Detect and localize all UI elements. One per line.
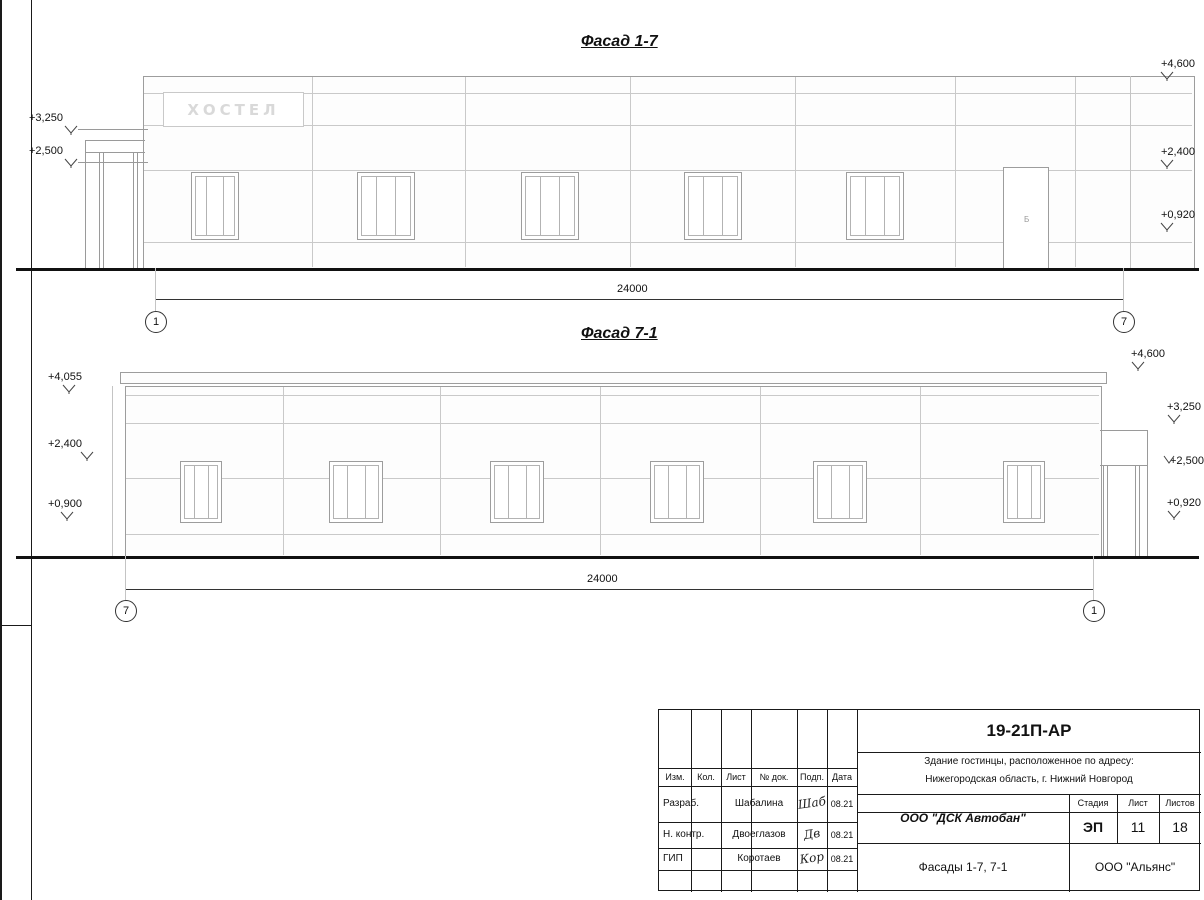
- stamp-row-name: Двоеглазов: [732, 829, 786, 841]
- stamp-row-date: 08.21: [830, 853, 854, 864]
- elevation-reference-line: [112, 386, 113, 556]
- list-value: 11: [1130, 819, 1146, 836]
- stamp-col-kol: Кол.: [697, 771, 715, 782]
- window: [813, 461, 867, 523]
- elevation-mark: +3,250: [1167, 401, 1201, 413]
- sheet-frame-left-edge: [0, 0, 2, 900]
- dimension-line: [155, 299, 1123, 300]
- window: [191, 172, 239, 240]
- stamp-row-date: 08.21: [830, 798, 854, 809]
- elevation-mark: +0,920: [1161, 209, 1195, 221]
- panel-joint: [760, 387, 761, 555]
- elevation-mark: +3,250: [29, 112, 63, 124]
- elevation-leader: [78, 162, 148, 163]
- stamp-row-role: Разраб.: [663, 798, 700, 810]
- elevation-mark: +4,600: [1131, 348, 1165, 360]
- facade-7-1-parapet: [120, 372, 1107, 384]
- axis-marker-1: 1: [1083, 600, 1105, 622]
- annex-column: [99, 153, 100, 268]
- panel-joint: [920, 387, 921, 555]
- door-mark: Б: [1024, 215, 1030, 224]
- elevation-mark: +2,500: [1170, 455, 1204, 467]
- panel-joint: [440, 387, 441, 555]
- axis-extension-line: [155, 268, 156, 311]
- panel-joint: [126, 395, 1099, 396]
- axis-extension-line: [125, 556, 126, 600]
- stamp-col-doc: № док.: [759, 771, 789, 782]
- annex-column: [1107, 465, 1108, 556]
- elevation-mark: +2,500: [29, 145, 63, 157]
- builder-org: ООО "Альянс": [1094, 859, 1176, 874]
- panel-joint: [312, 77, 313, 267]
- lists-header: Листов: [1165, 797, 1195, 808]
- elevation-arrow-icon: [80, 451, 94, 462]
- window: [329, 461, 383, 523]
- stamp-row-signature: Шаб: [796, 794, 827, 812]
- facade-7-1-wall: [125, 386, 1102, 558]
- facade-1-7-title: Фасад 1-7: [581, 33, 658, 50]
- elevation-arrow-icon: [1167, 510, 1181, 521]
- hostel-sign: [163, 92, 304, 127]
- annex-beam-line: [85, 152, 145, 153]
- annex-roof-line: [1100, 430, 1148, 431]
- stamp-row-signature: Кор: [798, 849, 825, 867]
- sheet-lower-left-top-line: [0, 625, 32, 626]
- panel-joint: [126, 423, 1099, 424]
- elevation-arrow-icon: [1160, 222, 1174, 233]
- panel-joint: [600, 387, 601, 555]
- elevation-reference-line: [1130, 76, 1131, 268]
- elevation-arrow-icon: [64, 158, 78, 169]
- annex-roof-line: [85, 140, 145, 141]
- panel-joint: [795, 77, 796, 267]
- annex-column: [133, 153, 134, 268]
- elevation-mark: +2,400: [1161, 146, 1195, 158]
- stamp-row-signature: Дв: [802, 826, 822, 843]
- stamp-col-podp: Подп.: [800, 771, 824, 782]
- axis-marker-7: 7: [1113, 311, 1135, 333]
- panel-joint: [955, 77, 956, 267]
- elevation-arrow-icon: [1160, 159, 1174, 170]
- stamp-col-izm: Изм.: [665, 771, 685, 782]
- facade-7-1-title: Фасад 7-1: [581, 325, 658, 342]
- panel-joint: [283, 387, 284, 555]
- elevation-arrow-icon: [60, 511, 74, 522]
- panel-joint: [465, 77, 466, 267]
- window: [1003, 461, 1045, 523]
- elevation-mark: +0,920: [1167, 497, 1201, 509]
- axis-marker-1: 1: [145, 311, 167, 333]
- window: [180, 461, 222, 523]
- object-line-2: Нижегородская область, г. Нижний Новгород: [925, 774, 1133, 786]
- window: [490, 461, 544, 523]
- axis-extension-line: [1093, 556, 1094, 600]
- elevation-arrow-icon: [1163, 455, 1175, 466]
- panel-joint: [126, 534, 1099, 535]
- stage-value: ЭП: [1082, 819, 1104, 836]
- window: [521, 172, 579, 240]
- elevation-arrow-icon: [62, 384, 76, 395]
- elevation-mark: +4,055: [48, 371, 82, 383]
- stamp-row-role: Н. контр.: [663, 829, 705, 841]
- designer-org: ООО "ДСК Автобан": [900, 810, 1026, 825]
- axis-marker-7: 7: [115, 600, 137, 622]
- axis-extension-line: [1123, 268, 1124, 311]
- annex-column: [1103, 465, 1104, 556]
- list-header: Лист: [1128, 797, 1148, 808]
- stamp-row-role: ГИП: [663, 853, 683, 865]
- panel-joint: [126, 478, 1099, 479]
- annex-right-edge: [1147, 430, 1148, 556]
- elevation-arrow-icon: [1131, 361, 1145, 372]
- annex-column: [137, 153, 138, 268]
- object-line-1: Здание гостинцы, расположенное по адресу:: [924, 756, 1134, 768]
- elevation-arrow-icon: [64, 125, 78, 136]
- window: [846, 172, 904, 240]
- lists-value: 18: [1172, 819, 1188, 836]
- elevation-mark: +0,900: [48, 498, 82, 510]
- sheet-lower-left-divider: [31, 625, 32, 900]
- dimension-line: [125, 589, 1093, 590]
- window: [357, 172, 415, 240]
- elevation-arrow-icon: [1160, 71, 1174, 82]
- panel-joint: [1075, 77, 1076, 267]
- stamp-row-name: Шабалина: [734, 798, 784, 810]
- sheet-title: Фасады 1-7, 7-1: [918, 859, 1008, 874]
- stamp-row-name: Коротаев: [737, 853, 781, 865]
- panel-joint: [630, 77, 631, 267]
- title-block: [658, 709, 1200, 891]
- elevation-arrow-icon: [1167, 414, 1181, 425]
- stamp-row-date: 08.21: [830, 829, 854, 840]
- stamp-col-data: Дата: [832, 771, 852, 782]
- dimension-value: 24000: [587, 573, 618, 585]
- ground-line: [16, 556, 1199, 559]
- window: [684, 172, 742, 240]
- stage-header: Стадия: [1077, 797, 1109, 808]
- annex-column: [1139, 465, 1140, 556]
- dimension-value: 24000: [617, 283, 648, 295]
- elevation-mark: +2,400: [48, 438, 82, 450]
- annex-column: [1135, 465, 1136, 556]
- hostel-sign-text: ХОСТЕЛ: [187, 100, 280, 119]
- project-code: 19-21П-АР: [986, 721, 1072, 741]
- elevation-mark: +4,600: [1161, 58, 1195, 70]
- annex-left-edge: [85, 141, 86, 268]
- elevation-leader: [78, 129, 148, 130]
- window: [650, 461, 704, 523]
- stamp-col-list: Лист: [726, 771, 746, 782]
- ground-line: [16, 268, 1199, 271]
- annex-column: [103, 153, 104, 268]
